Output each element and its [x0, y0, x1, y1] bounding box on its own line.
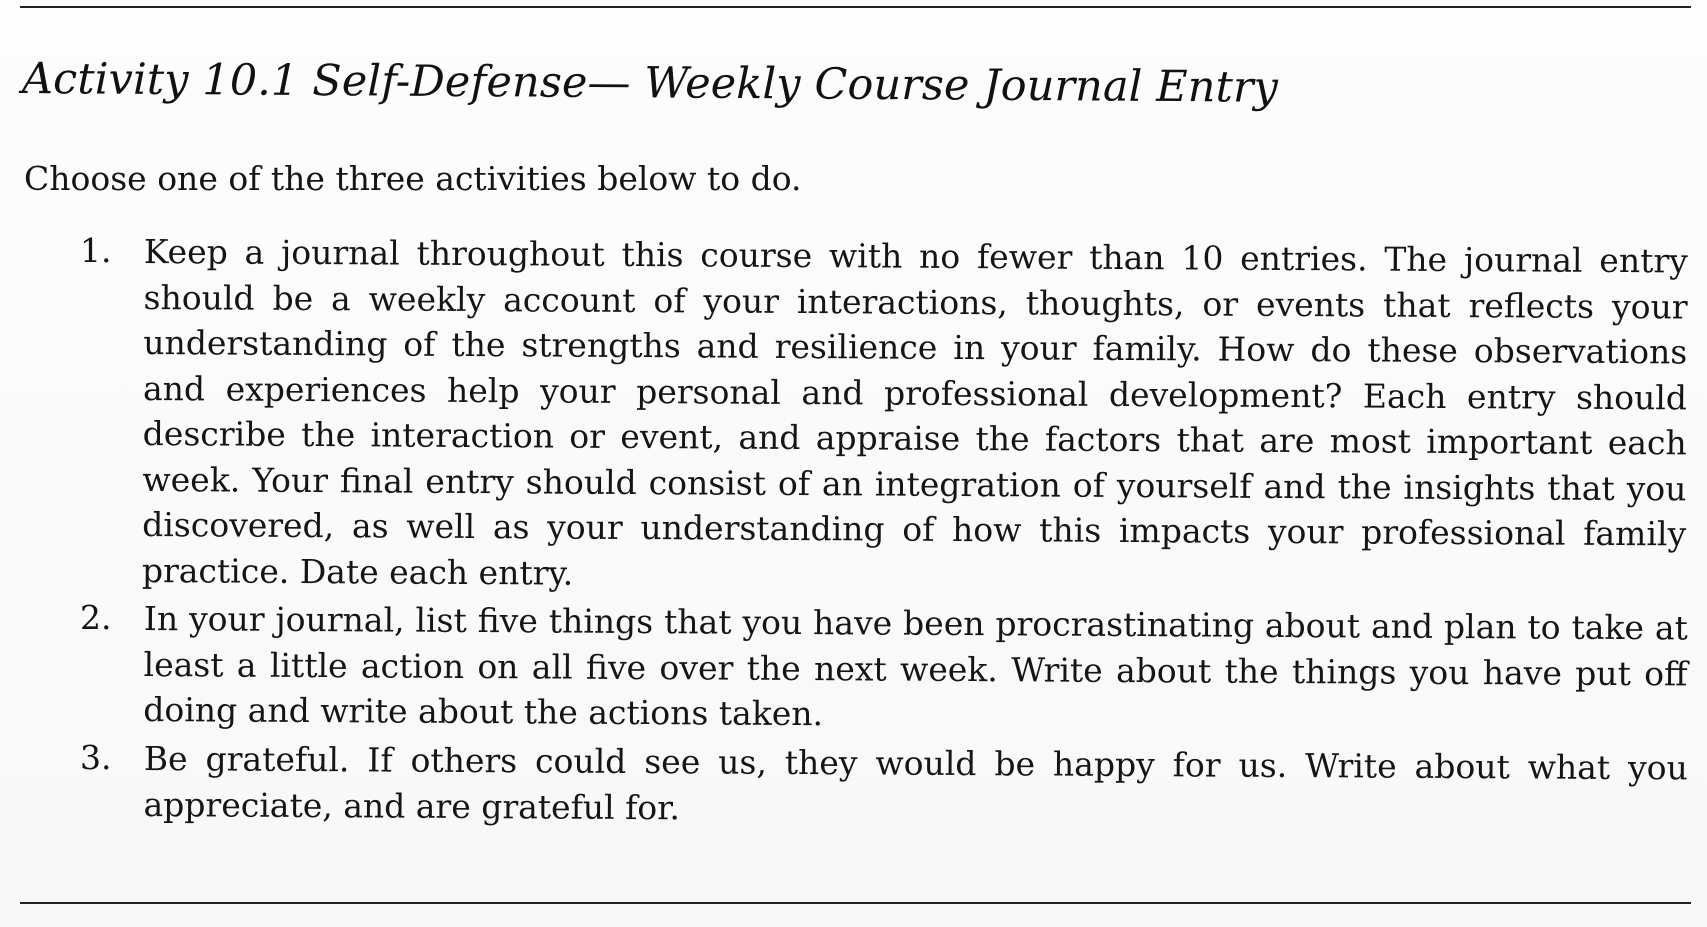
activity-number: 2.: [80, 598, 112, 637]
bottom-rule: [20, 902, 1691, 904]
activity-description: Be grateful. If others could see us, they would be happy for us. Write about what you appreciate, and are grateful for.: [143, 738, 1688, 827]
activity-description: Keep a journal throughout this course with no fewer than 10 entries. The journal entry should be a weekly account of your interactions, thoughts, or events that reflects your understanding of the strengths and resilience in your family. How do these observations and experiences help your personal and professional development? Each entry should describe the interaction or event, and appraise the factors that are most important each week. Your final entry should consist of an integration of yourself and the insights that you discovered, as well as your understanding of how this impacts your professional family practice. Date each entry.: [141, 231, 1688, 593]
activity-title: Activity 10.1 Self-Defense— Weekly Course Journal Entry: [21, 54, 1279, 113]
activity-number: 1.: [80, 231, 112, 270]
activity-description: In your journal, list five things that you have been procrastinating about and plan to take at least a little action on all five over the next week. Write about the things you have put off doing and write about the actions taken.: [143, 598, 1688, 734]
activity-item: [80, 736, 1688, 827]
activity-list: [80, 229, 1688, 827]
activity-item: [80, 596, 1688, 733]
activity-number: 3.: [80, 737, 112, 777]
instructions-text: Choose one of the three activities below to do.: [24, 159, 802, 198]
top-rule: [20, 6, 1691, 8]
activity-item: [80, 229, 1688, 593]
